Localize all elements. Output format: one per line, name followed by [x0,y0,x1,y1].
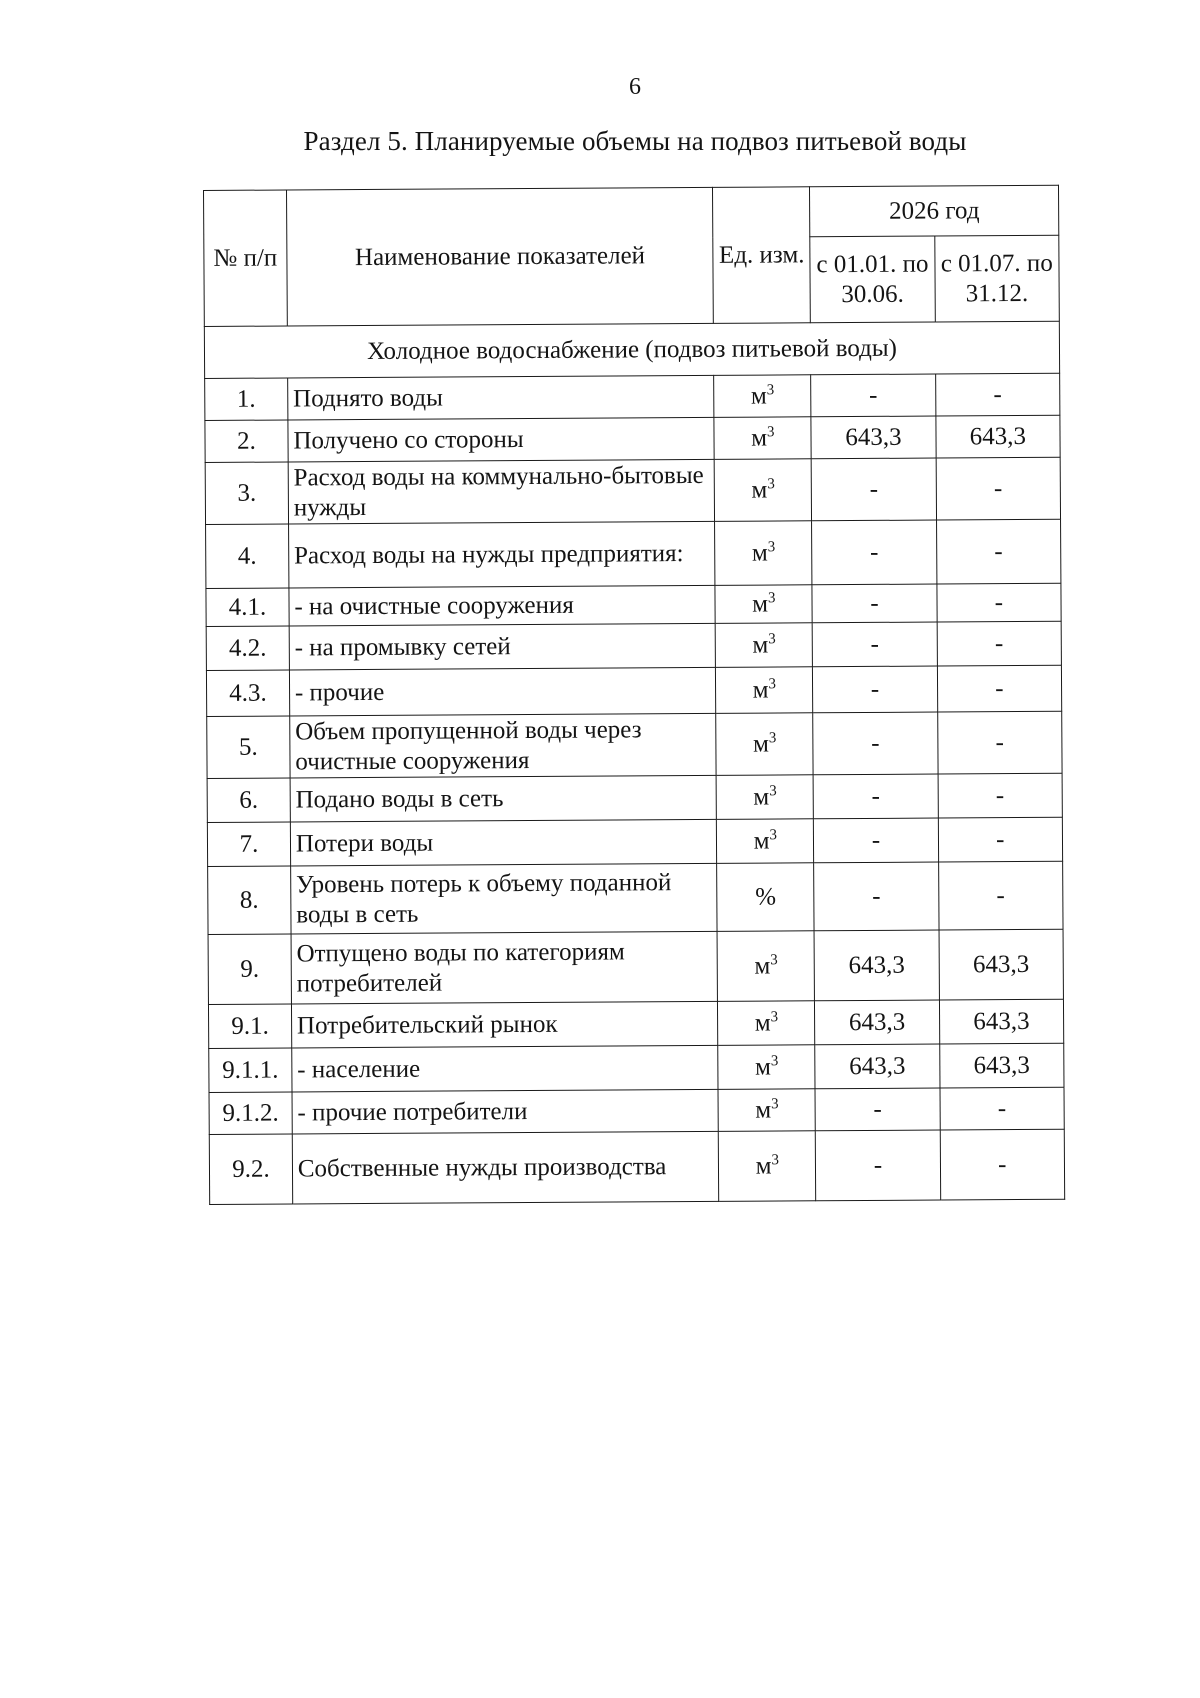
row-value-period-1: - [816,1130,941,1201]
unit-base: м [752,631,769,659]
header-num: № п/п [204,190,288,327]
unit-base: м [752,590,769,618]
table-row [206,621,1061,670]
row-unit [718,1001,815,1046]
row-unit [715,585,812,624]
table-row [209,1043,1064,1092]
table-row [207,817,1062,866]
row-number: 9.1.2. [209,1092,292,1135]
row-number: 9.2. [209,1134,292,1205]
unit-superscript: 3 [768,675,777,692]
group-row [204,321,1059,378]
row-value-period-2: - [938,773,1063,818]
row-unit [714,375,811,418]
row-value-period-1: - [813,666,938,713]
unit-superscript: 3 [768,630,776,647]
header-period-2: с 01.07. по 31.12. [934,235,1059,322]
unit-superscript: 3 [767,589,776,606]
unit-base: м [750,382,767,410]
row-value-period-2: - [935,373,1060,416]
row-unit [719,1131,816,1202]
row-value-period-1: - [811,458,936,521]
unit-base: м [753,827,770,855]
row-value-period-1: 643,3 [811,416,936,459]
row-value-period-1: - [811,374,936,417]
unit-superscript: 3 [769,826,777,843]
row-unit [718,1045,815,1090]
row-number: 9. [208,934,291,1005]
unit-base: м [751,476,768,504]
table-row [206,665,1061,716]
row-indicator-name: Потери воды [290,819,717,866]
table-row [206,583,1061,626]
row-value-period-1: - [812,622,937,667]
header-row-1 [204,185,1059,240]
header-year: 2026 год [810,185,1059,237]
row-number: 7. [207,822,290,867]
row-value-period-2: 643,3 [939,1043,1064,1088]
row-value-period-2: - [940,1087,1065,1130]
row-value-period-2: - [937,711,1062,774]
page-number: 6 [629,74,641,100]
row-number: 4.3. [206,670,289,717]
row-number: 5. [207,716,290,779]
row-unit [715,521,812,586]
group-title: Холодное водоснабжение (подвоз питьевой воды) [204,321,1059,378]
unit-base: м [752,730,769,758]
row-number: 9.1. [208,1004,291,1049]
row-indicator-name: Собственные нужды производства [292,1131,719,1204]
row-unit [718,1089,815,1132]
unit-base: м [753,783,770,811]
row-value-period-1: - [815,1088,940,1131]
header-unit: Ед. изм. [713,187,811,324]
table-row [208,861,1063,934]
row-value-period-2: - [938,861,1063,930]
table-row [207,711,1062,778]
row-unit [717,931,814,1002]
table-row [209,1129,1064,1204]
unit-superscript: 3 [766,423,775,440]
row-indicator-name: Уровень потерь к объему поданной воды в сеть [290,863,717,934]
volumes-table [203,185,1065,1205]
table-row [209,1087,1064,1134]
unit-superscript: 3 [767,475,775,492]
row-value-period-2: 643,3 [939,999,1064,1044]
row-indicator-name: - прочие потребители [292,1089,719,1134]
unit-superscript: 3 [767,538,776,555]
row-value-period-1: - [812,584,937,623]
unit-superscript: 3 [769,782,777,799]
row-indicator-name: Поднято воды [288,375,715,420]
unit-superscript: 3 [771,1151,779,1168]
table-row [205,457,1060,524]
table-row [205,415,1060,462]
unit-superscript: 3 [770,1008,779,1025]
unit-base: м [755,1152,772,1180]
row-indicator-name: - на очистные сооружения [289,585,716,626]
row-indicator-name: Получено со стороны [288,417,715,462]
unit-base: % [755,883,777,911]
unit-base: м [754,1053,771,1081]
unit-base: м [752,676,769,704]
row-number: 3. [205,462,288,525]
unit-base: м [751,424,768,452]
row-value-period-1: - [813,712,938,775]
row-value-period-1: - [814,818,939,863]
row-value-period-2: - [938,817,1063,862]
row-indicator-name: - прочие [289,667,716,716]
unit-base: м [751,539,768,567]
unit-superscript: 3 [768,729,777,746]
section-title: Раздел 5. Планируемые объемы на подвоз питьевой воды [303,126,967,156]
row-value-period-1: 643,3 [815,1000,940,1045]
row-number: 1. [205,378,288,421]
row-number: 2. [205,420,288,463]
row-unit [714,459,811,522]
row-value-period-2: - [937,583,1062,622]
header-period-1: с 01.01. по 30.06. [810,236,935,323]
table-container [203,185,1065,1205]
row-unit [717,819,814,864]
unit-superscript: 3 [770,1052,779,1069]
row-value-period-2: - [937,621,1062,666]
unit-base: м [754,952,771,980]
row-indicator-name: Объем пропущенной воды через очистные сооружения [290,713,717,778]
row-value-period-2: - [940,1129,1065,1200]
table-row [208,929,1063,1004]
header-name: Наименование показателей [286,187,713,326]
unit-superscript: 3 [766,381,775,398]
row-value-period-1: 643,3 [814,930,939,1001]
row-value-period-1: - [812,520,937,585]
row-indicator-name: - население [292,1045,719,1092]
unit-base: м [754,1009,771,1037]
row-number: 4. [206,524,289,589]
row-unit [715,623,812,668]
unit-superscript: 3 [771,1095,779,1112]
row-unit [716,713,813,776]
row-value-period-1: 643,3 [815,1044,940,1089]
table-row [208,999,1063,1048]
row-number: 4.2. [206,626,289,671]
row-number: 8. [208,866,291,935]
table-row [207,773,1062,822]
row-indicator-name: Расход воды на нужды предприятия: [288,521,715,588]
unit-base: м [755,1096,772,1124]
row-number: 6. [207,778,290,823]
row-value-period-2: - [936,457,1061,520]
row-indicator-name: - на промывку сетей [289,623,716,670]
row-indicator-name: Подано воды в сеть [290,775,717,822]
row-value-period-1: - [814,862,939,931]
table-row [206,519,1061,588]
row-value-period-2: - [937,665,1062,712]
row-unit [716,667,813,714]
row-indicator-name: Отпущено воды по категориям потребителей [291,931,718,1004]
row-number: 4.1. [206,588,289,627]
row-unit [717,863,814,932]
table-row [205,373,1060,420]
row-value-period-2: - [936,519,1061,584]
row-value-period-1: - [813,774,938,819]
row-number: 9.1.1. [209,1048,292,1093]
unit-superscript: 3 [770,951,778,968]
row-indicator-name: Потребительский рынок [291,1001,718,1048]
row-unit [716,775,813,820]
row-value-period-2: 643,3 [936,415,1061,458]
row-unit [714,417,811,460]
row-indicator-name: Расход воды на коммунально-бытовые нужды [288,459,715,524]
row-value-period-2: 643,3 [939,929,1064,1000]
